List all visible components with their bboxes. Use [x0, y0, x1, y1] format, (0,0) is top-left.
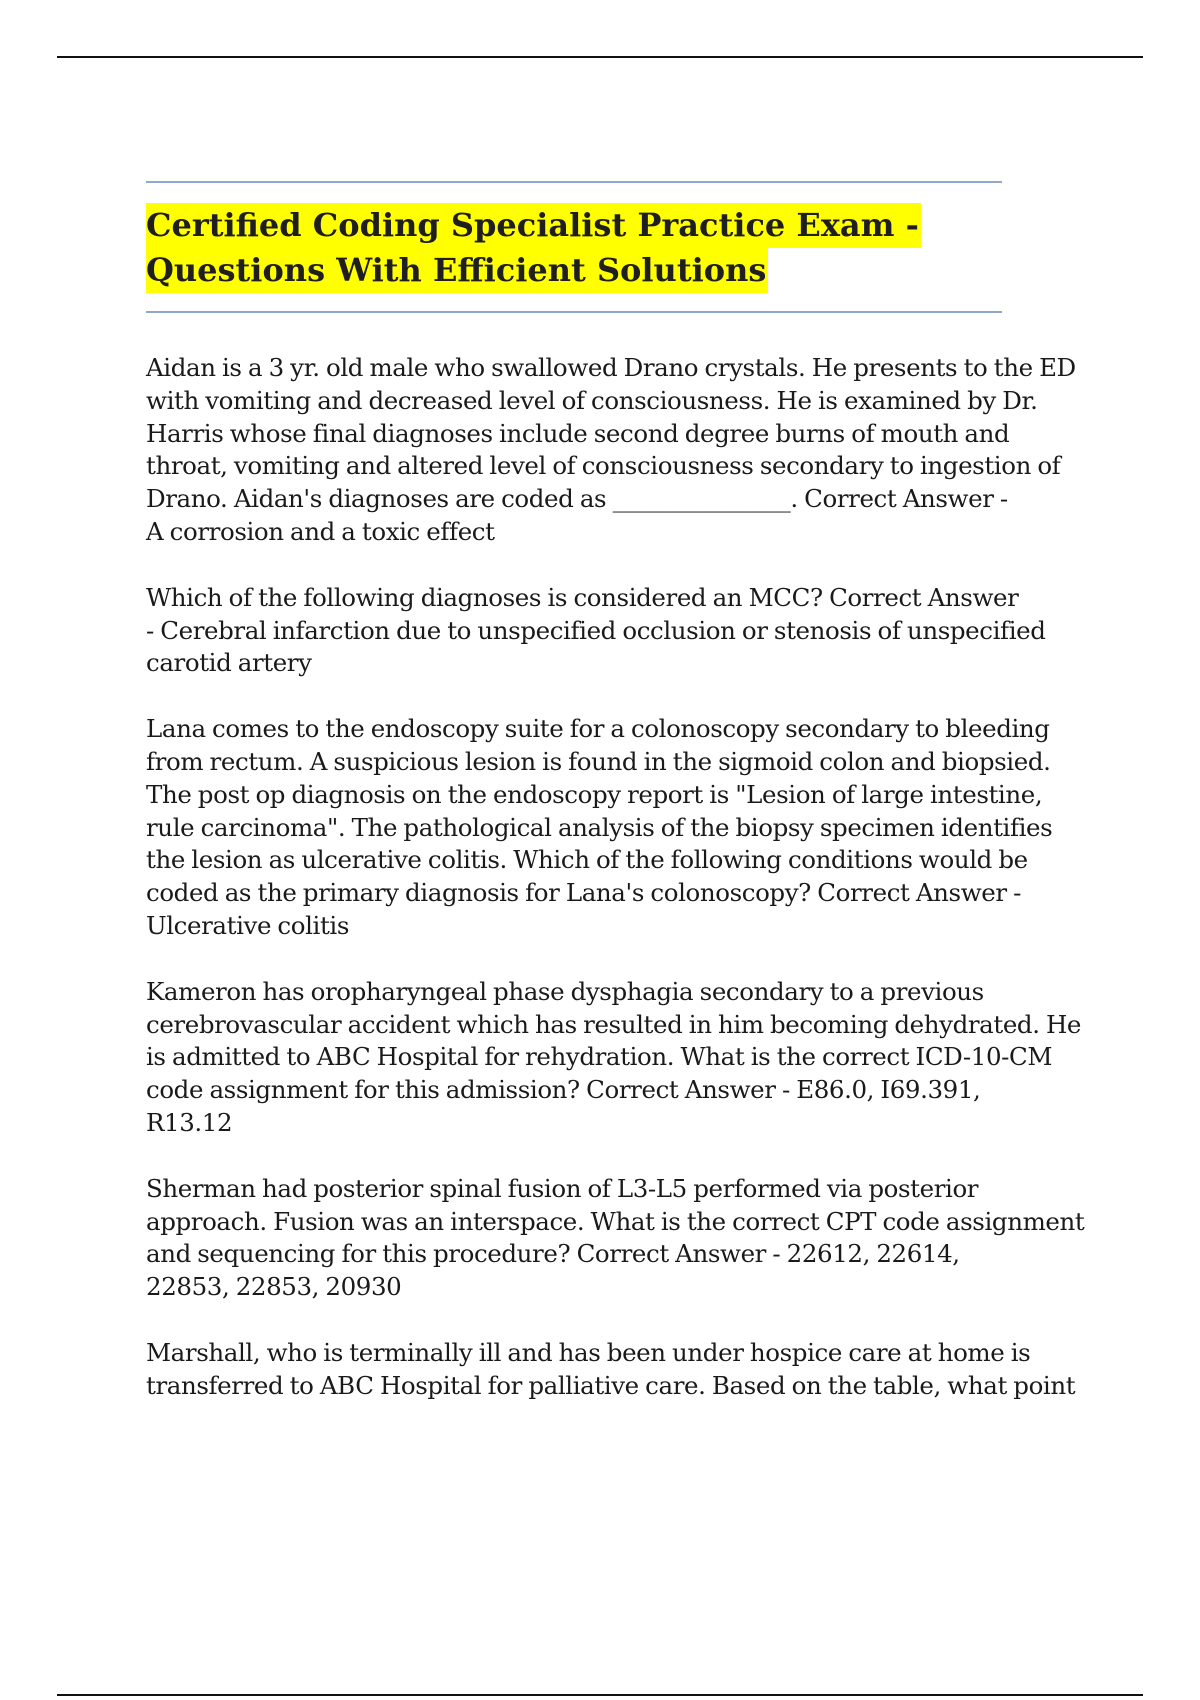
question-paragraph: Lana comes to the endoscopy suite for a colonoscopy secondary to bleeding from rectum. A suspicious lesion is found in the sigmoid colon and biopsied. The post op diagnosis on the endoscopy report is "Lesion of large intestine, rule carcinoma". The pathological analysis of the biopsy specimen identifies the lesion as ulcerative colitis. Which of the following conditions would be coded as the primary diagnosis for Lana's colonoscopy? Correct Answer - Ulcerative colitis	[146, 714, 1053, 940]
question-list	[146, 352, 1096, 1436]
question-paragraph: Kameron has oropharyngeal phase dysphagia secondary to a previous cerebrovascular accident which has resulted in him becoming dehydrated. He is admitted to ABC Hospital for rehydration. What is the correct ICD-10-CM code assignment for this admission? Correct Answer - E86.0, I69.391, R13.12	[146, 976, 1082, 1137]
document-title-line-1: Certified Coding Specialist Practice Exam -	[146, 203, 921, 248]
question-paragraph: Which of the following diagnoses is considered an MCC? Correct Answer - Cerebral infarction due to unspecified occlusion or stenosis of unspecified carotid artery	[146, 582, 1046, 678]
page-bottom-rule	[57, 1694, 1143, 1696]
question-paragraph: Marshall, who is terminally ill and has been under hospice care at home is transferred to ABC Hospital for palliative care. Based on the table, what point	[146, 1337, 1076, 1400]
title-bottom-divider	[146, 311, 1002, 313]
title-top-divider	[146, 181, 1002, 183]
title-block	[146, 181, 1002, 313]
document-title	[146, 203, 946, 293]
question-paragraph: Aidan is a 3 yr. old male who swallowed Drano crystals. He presents to the ED with vomiting and decreased level of consciousness. He is examined by Dr. Harris whose final diagnoses include second degree burns of mouth and throat, vomiting and altered level of consciousness secondary to ingestion of Drano. Aidan's diagnoses are coded as _______________. Correct Answer - A corrosion and a toxic effect	[146, 353, 1076, 546]
document-title-line-2: Questions With Efficient Solutions	[146, 248, 768, 293]
question-paragraph: Sherman had posterior spinal fusion of L3-L5 performed via posterior approach. Fusion was an interspace. What is the correct CPT code assignment and sequencing for this procedure? Correct Answer - 22612, 22614, 22853, 22853, 20930	[146, 1173, 1085, 1302]
page-top-rule	[57, 56, 1143, 58]
